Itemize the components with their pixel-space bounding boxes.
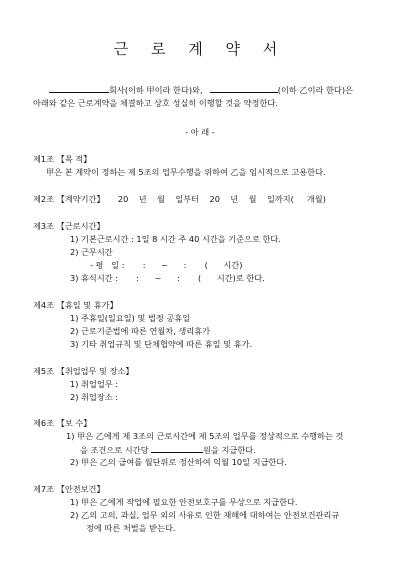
document-title: 근 로 계 약 서 [113, 40, 287, 58]
article-5-item-1: 1) 취업업무 : [70, 379, 119, 389]
article-5-heading: 제5조 【취업업무 및 장소】 [33, 366, 134, 376]
intro-company-text: 회사(이하 甲이라 한다)와, [109, 85, 203, 95]
article-3-item-2a: - 평 일 : : ~ : ( 시간) [90, 260, 243, 270]
worker-name-blank[interactable] [210, 84, 278, 93]
company-name-blank[interactable] [49, 84, 109, 93]
article-1-heading: 제1조 【목 적】 [33, 154, 92, 164]
article-3-item-1: 1) 기본근로시간 : 1일 8 시간 주 40 시간을 기준으로 한다. [70, 234, 281, 244]
hourly-wage-blank[interactable] [151, 444, 203, 453]
article-1-body: 甲은 본 계약이 정하는 제 5조의 업무수행을 위하여 乙을 임시적으로 고용한다. [46, 167, 326, 177]
article-7-item-2: 2) 乙의 고의, 과실, 업무 외의 사유로 인한 재해에 대하여는 안전보건관리규 [70, 510, 340, 520]
article-2-heading [33, 194, 326, 205]
article-7-item-2b: 정에 따른 처벌을 받는다. [86, 523, 176, 533]
article-2-heading-text: 제2조 【계약기간】 [33, 194, 105, 204]
article-6-item-1b-prefix: 을 조건으로 시간당 [80, 445, 149, 455]
article-6-item-1b-suffix: 원을 지급한다. [203, 445, 256, 455]
article-4-item-1: 1) 주휴일(일요일) 및 법정 공휴일 [70, 313, 191, 323]
article-6-item-2: 2) 甲은 乙의 급여를 월단위로 정산하여 익월 10일 지급한다. [70, 457, 287, 467]
intro-line-2: 아래와 같은 근로계약을 체결하고 상호 성실히 이행할 것을 약정한다. [33, 98, 278, 108]
intro-worker-text: (이하 乙이라 한다)은 [277, 85, 353, 95]
intro-line-1 [49, 84, 353, 96]
article-5-item-2: 2) 취업장소 : [70, 392, 119, 402]
article-6-item-1b [80, 444, 256, 456]
article-7-item-1: 1) 甲은 乙에게 작업에 필요한 안전보호구를 무상으로 지급한다. [70, 497, 298, 507]
article-2-body: 20 년 월 일부터 20 년 월 일까지( 개월) [117, 194, 326, 204]
article-3-item-3: 3) 휴식시간 : : ~ : ( 시간)로 한다. [70, 273, 265, 283]
article-7-heading: 제7조 【안전보건】 [33, 484, 105, 494]
article-4-heading: 제4조 【휴일 및 휴가】 [33, 300, 118, 310]
article-3-heading: 제3조 【근로시간】 [33, 221, 105, 231]
article-3-item-2: 2) 근무시간 [70, 247, 113, 257]
article-6-heading: 제6조 【보 수】 [33, 418, 92, 428]
article-4-item-3: 3) 기타 취업규칙 및 단체협약에 따른 휴일 및 휴가. [70, 339, 253, 349]
article-4-item-2: 2) 근로기준법에 따른 연월차, 생리휴가 [70, 326, 211, 336]
separator: - 아 래 - [185, 127, 215, 137]
article-6-item-1: 1) 甲은 乙에게 제 3조의 근로시간에 제 5조의 업무를 정상적으로 수행하는 것 [66, 431, 344, 441]
